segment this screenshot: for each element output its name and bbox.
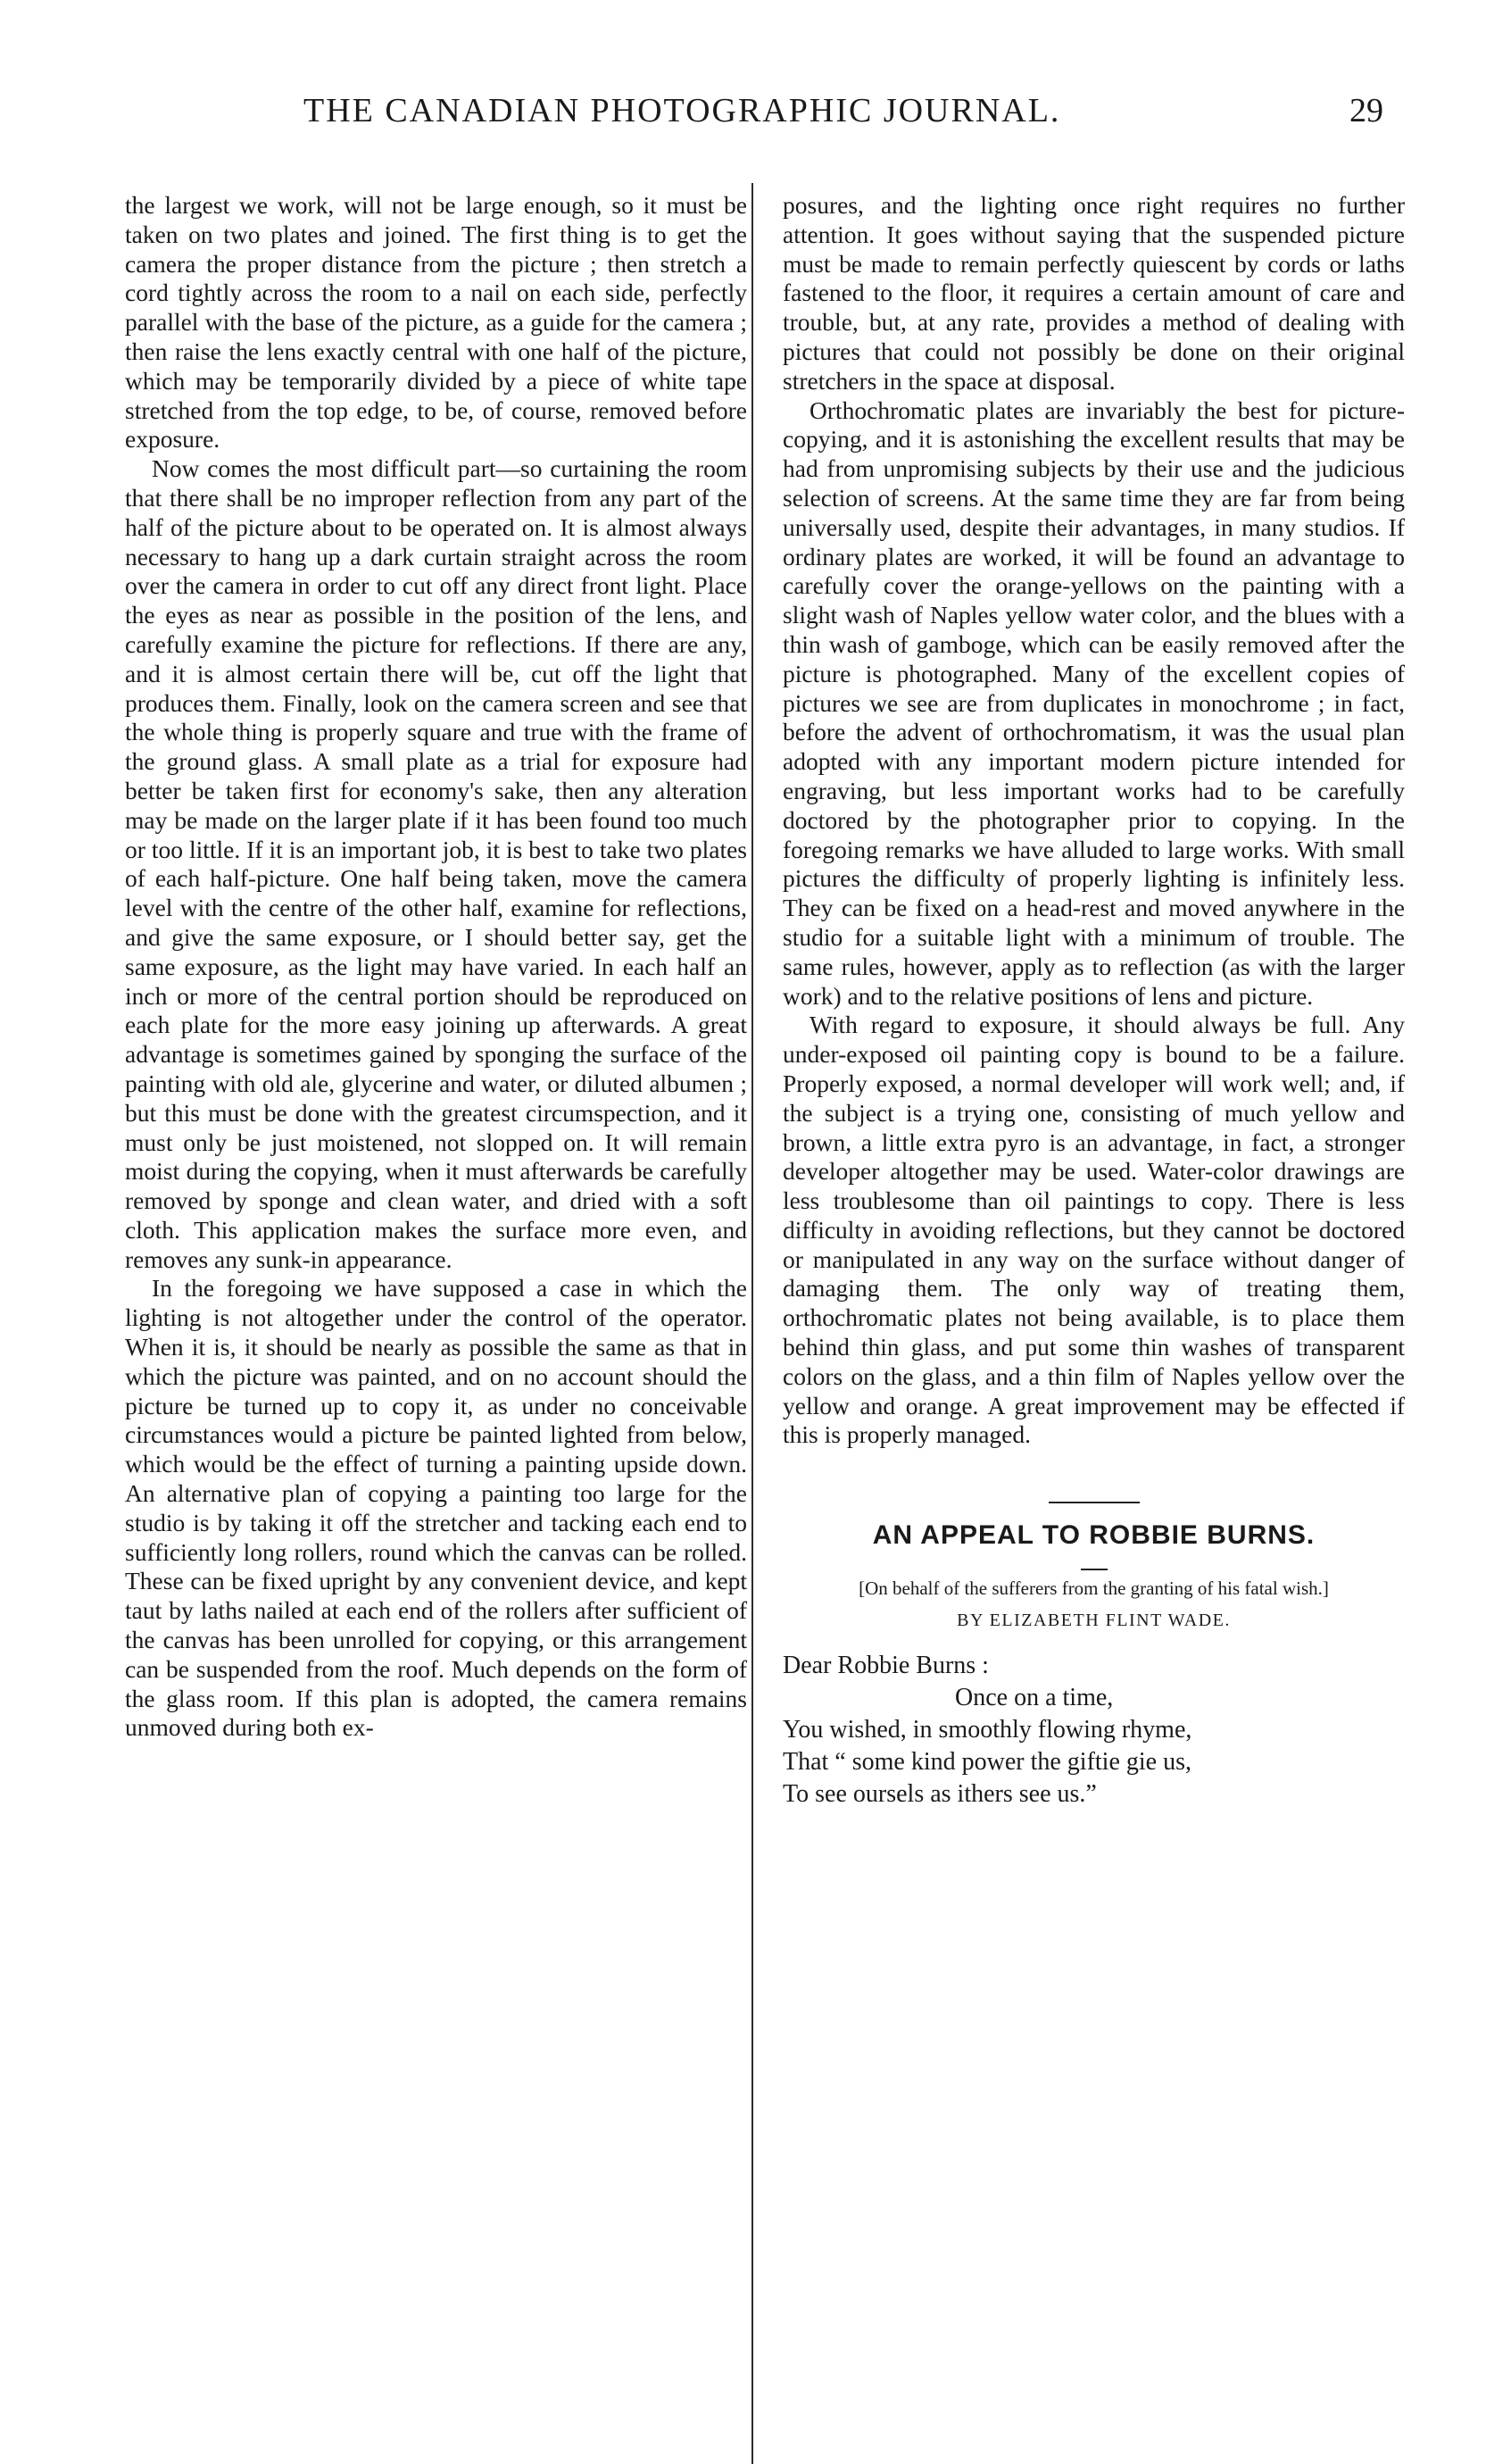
- page-header: [0, 91, 1511, 145]
- poem-byline: BY ELIZABETH FLINT WADE.: [957, 1611, 1231, 1631]
- column-divider: [751, 183, 753, 2464]
- running-head-title: THE CANADIAN PHOTOGRAPHIC JOURNAL.: [303, 92, 1061, 129]
- poem-line: That “ some kind power the giftie gie us,: [783, 1747, 1191, 1776]
- poem-line: You wished, in smoothly flowing rhyme,: [783, 1715, 1192, 1744]
- left-column: [125, 191, 747, 1743]
- title-rule: [1081, 1569, 1108, 1570]
- paragraph: With regard to exposure, it should always be full. Any under-exposed oil painting copy is bound to be a failure. Properly exposed, a normal developer will work well; and, if the subject is a trying one, consisting of much yellow and brown, a little extra pyro is an advantage, in fact, a stronger developer altogether may be used. Water-color drawings are less troublesome than oil paintings to copy. There is less difficulty in avoiding reflections, but they cannot be doctored or manipulated in any way on the surface without danger of damaging them. The only way of treating them, orthochromatic plates not being available, is to place them behind thin glass, and put some thin washes of transparent colors on the glass, and a thin film of Naples yellow over the yellow and orange. A great improvement may be effected if this is properly managed.: [783, 1011, 1405, 1449]
- poem-title: AN APPEAL TO ROBBIE BURNS.: [872, 1520, 1316, 1551]
- poem-salutation: Dear Robbie Burns :: [783, 1651, 989, 1679]
- paragraph: posures, and the lighting once right requires no further attention. It goes without saying that the suspended picture must be made to remain perfectly quiescent by cords or laths fastened to the floor, it requires a certain amount of care and trouble, but, at any rate, provides a method of dealing with pictures that could not possibly be done on their original stretchers in the space at disposal.: [783, 191, 1405, 395]
- page-number: 29: [1349, 92, 1383, 129]
- paragraph: the largest we work, will not be large enough, so it must be taken on two plates and joined. The first thing is to get the camera the proper distance from the picture ; then stretch a cord tightly across the room to a nail on each side, perfectly parallel with the base of the picture, as a guide for the camera ; then raise the lens exactly central with one half of the picture, which may be temporarily divided by a piece of white tape stretched from the top edge, to be, of course, removed before exposure.: [125, 191, 747, 454]
- paragraph: Now comes the most difficult part—so curtaining the room that there shall be no improper reflection from any part of the half of the picture about to be operated on. It is almost always necessary to hang up a dark curtain straight across the room over the camera in order to cut off any direct front light. Place the eyes as near as possible in the position of the lens, and carefully examine the picture for reflections. If there are any, and it is almost certain there will be, cut off the light that produces them. Finally, look on the camera screen and see that the whole thing is properly square and true with the frame of the ground glass. A small plate as a trial for exposure had better be taken first for economy's sake, then any alteration may be made on the larger plate if it has been found too much or too little. If it is an important job, it is best to take two plates of each half-picture. One half being taken, move the camera level with the centre of the other half, examine for reflections, and give the same exposure, or I should better say, get the same exposure, as the light may have varied. In each half an inch or more of the central portion should be reproduced on each plate for the more easy joining up afterwards. A great advantage is sometimes gained by sponging the surface of the painting with old ale, glycerine and water, or diluted albumen ; but this must be done with the greatest circumspection, and it must only be just moistened, not slopped on. It will remain moist during the copying, when it must afterwards be carefully removed by sponge and clean water, and dried with a soft cloth. This application makes the surface more even, and removes any sunk-in appearance.: [125, 454, 747, 1273]
- poem-subtitle: [On behalf of the sufferers from the granting of his fatal wish.]: [859, 1577, 1329, 1600]
- paragraph: In the foregoing we have supposed a case in which the lighting is not altogether under the control of the operator. When it is, it should be nearly as possible the same as that in which the picture was painted, and on no account should the picture be turned up to copy it, as under no conceivable circumstances would a picture be painted lighted from below, which would be the effect of turning a painting upside down. An alternative plan of copying a painting too large for the studio is by taking it off the stretcher and tacking each end to sufficiently long rollers, round which the canvas can be rolled. These can be fixed upright by any convenient device, and kept taut by laths nailed at each end of the rollers after sufficient of the canvas has been unrolled for copying, or this arrangement can be suspended from the roof. Much depends on the form of the glass room. If this plan is adopted, the camera remains unmoved during both ex-: [125, 1274, 747, 1742]
- paragraph: Orthochromatic plates are invariably the best for picture-copying, and it is astonishing the excellent results that may be had from unpromising subjects by their use and the judicious selection of screens. At the same time they are far from being universally used, despite their advantages, in many studios. If ordinary plates are worked, it will be found an advantage to carefully cover the orange-yellows on the painting with a slight wash of Naples yellow water color, and the blues with a thin wash of gamboge, which can be easily removed after the picture is photographed. Many of the excellent copies of pictures we see are from duplicates in monochrome ; in fact, before the advent of orthochromatism, it was the usual plan adopted with any important modern picture intended for engraving, but less important works had to be carefully doctored by the photographer prior to copying. In the foregoing remarks we have alluded to large works. With small pictures the difficulty of properly lighting is infinitely less. They can be fixed on a head-rest and moved anywhere in the studio for a suitable light with a minimum of trouble. The same rules, however, apply as to reflection (as with the larger work) and to the relative positions of lens and picture.: [783, 395, 1405, 1010]
- section-rule: [1049, 1502, 1140, 1503]
- poem-line: To see oursels as ithers see us.”: [783, 1779, 1097, 1808]
- right-column: [783, 191, 1405, 1811]
- poem-line: Once on a time,: [955, 1683, 1114, 1711]
